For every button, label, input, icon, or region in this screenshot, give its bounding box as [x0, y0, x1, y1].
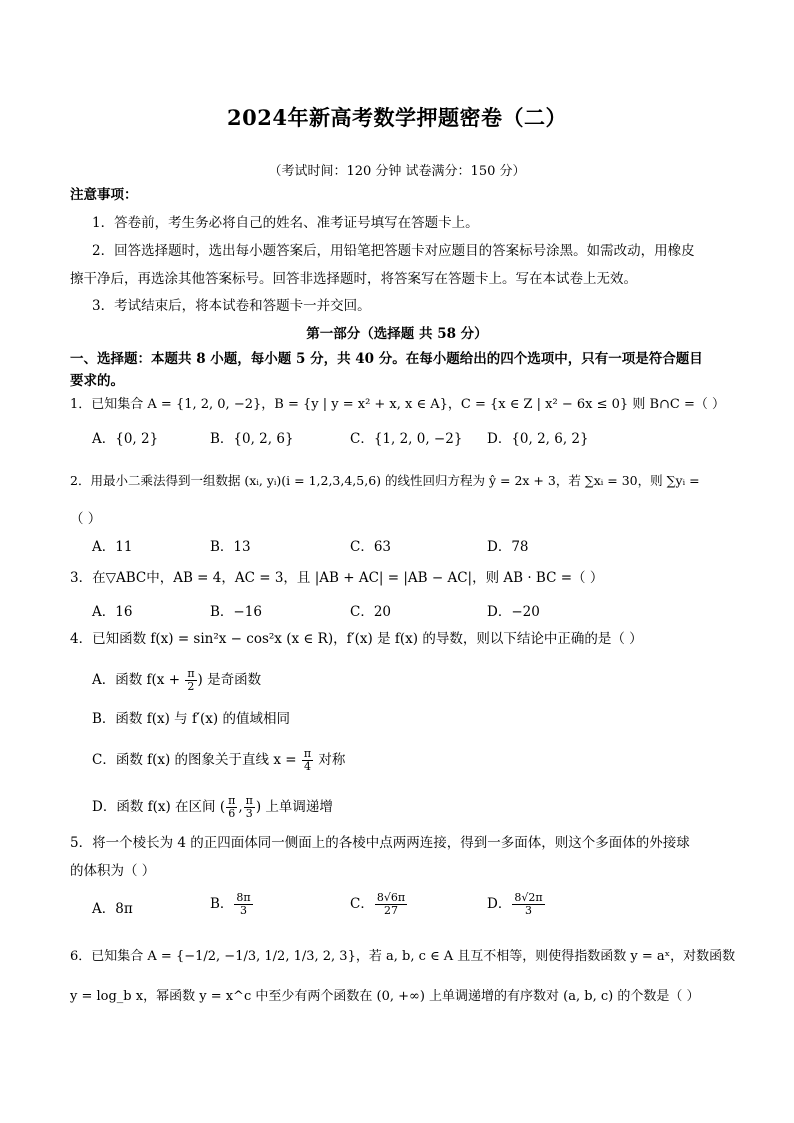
question-2-option-b: B．13	[210, 539, 251, 555]
fraction-numerator: π	[187, 667, 195, 680]
question-5-option-a: A．8π	[92, 901, 133, 917]
question-6-stem	[70, 948, 735, 966]
part-heading: 第一部分（选择题 共 58 分）	[306, 326, 488, 342]
notice-item-2-cont: 擦干净后，再选涂其他答案标号。回答非选择题时，将答案写在答题卡上。写在本试卷上无效。	[70, 271, 637, 287]
question-5-option-b	[210, 892, 254, 917]
fraction-pi-over-2	[185, 668, 196, 693]
question-3-option-a: A．16	[92, 604, 133, 620]
question-1-option-b: B．{0, 2, 6}	[210, 431, 294, 447]
question-3-option-d: D．−20	[487, 604, 540, 620]
fraction-denominator: 6	[228, 807, 236, 820]
question-3-option-b: B．−16	[210, 604, 262, 620]
fraction-denominator: 3	[240, 904, 248, 917]
fraction-denominator: 27	[383, 904, 398, 917]
question-2-option-c: C．63	[350, 539, 392, 555]
question-6-stem-post: }，若 a, b, c ∈ A 且互不相等，则使得指数函数 y = aˣ，对数函数	[347, 949, 736, 964]
interval-comma: ,	[238, 799, 243, 815]
option-a-text-post: ) 是奇函数	[197, 672, 262, 688]
question-6-stem-cont: y = log_b x，幂函数 y = x^c 中至少有两个函数在 (0, +∞) 上单调递增的有序数对 (a, b, c) 的个数是（ ）	[70, 989, 700, 1004]
notice-item-2: 2．回答选择题时，选出每小题答案后，用铅笔把答题卡对应题目的答案标号涂黑。如需改动，用橡皮	[92, 243, 695, 259]
fraction-denominator: 3	[245, 807, 253, 820]
option-c-text-post: 对称	[314, 752, 346, 768]
question-2-stem: 2．用最小二乘法得到一组数据 (xᵢ, yᵢ)(i = 1,2,3,4,5,6) 的线性回归方程为 ŷ = 2x + 3，若 ∑xᵢ = 30，则 ∑yᵢ =	[70, 473, 700, 488]
fraction-8pi-over-3	[234, 892, 252, 917]
question-4-stem: 4．已知函数 f(x) = sin²x − cos²x (x ∈ R)，f′(x) 是 f(x) 的导数，则以下结论中正确的是（ ）	[70, 631, 643, 647]
fraction-8root2pi-over-3	[512, 892, 544, 917]
section-instructions-cont: 要求的。	[70, 373, 124, 389]
question-4-option-c	[92, 748, 345, 773]
question-1-option-c: C．{1, 2, 0, −2}	[350, 431, 463, 447]
section-instructions: 一、选择题：本题共 8 小题，每小题 5 分，共 40 分。在每小题给出的四个选项中，只有一项是符合题目	[70, 351, 703, 367]
question-3-option-c: C．20	[350, 604, 392, 620]
question-2-option-a: A．11	[92, 539, 133, 555]
option-d-text-post: ) 上单调递增	[255, 799, 333, 815]
question-2-option-d: D．78	[487, 539, 529, 555]
fraction-numerator: 8π	[236, 891, 251, 904]
question-5-option-d	[487, 892, 546, 917]
question-4-option-a	[92, 668, 261, 693]
fraction-numerator: π	[303, 747, 312, 760]
question-4-option-b: B．函数 f(x) 与 f′(x) 的值域相同	[92, 711, 290, 727]
fraction-pi-over-4	[302, 748, 313, 773]
fraction-denominator: 2	[187, 680, 195, 693]
question-5-option-c	[350, 892, 408, 917]
question-1-stem: 1．已知集合 A = {1, 2, 0, −2}，B = {y | y = x² + x, x ∈ A}，C = {x ∈ Z | x² − 6x ≤ 0} 则 B∩C =（ ）	[70, 397, 725, 412]
notice-item-1: 1．答卷前，考生务必将自己的姓名、准考证号填写在答题卡上。	[92, 215, 479, 231]
fraction-numerator: 8√2π	[514, 891, 543, 904]
question-1-option-d: D．{0, 2, 6, 2}	[487, 431, 589, 447]
fraction-8root6pi-over-27	[375, 892, 407, 917]
fraction-pi-over-6	[226, 795, 237, 820]
option-label: D．	[487, 896, 512, 912]
notice-heading: 注意事项：	[70, 187, 138, 203]
question-4-option-d	[92, 795, 333, 820]
question-1-option-a: A．{0, 2}	[92, 431, 159, 447]
question-5-stem-cont: 的体积为（ ）	[70, 863, 156, 879]
notice-item-3: 3．考试结束后，将本试卷和答题卡一并交回。	[92, 298, 371, 314]
fraction-denominator: 3	[524, 904, 532, 917]
fraction-numerator: π	[228, 794, 236, 807]
fraction-numerator: 8√6π	[376, 891, 406, 904]
question-3-stem: 3．在▽ABC中，AB = 4，AC = 3，且 |AB + AC| = |AB − AC|，则 AB · BC =（ ）	[70, 570, 604, 586]
option-c-text-pre: C．函数 f(x) 的图象关于直线 x =	[92, 752, 301, 768]
fraction-denominator: 4	[303, 760, 311, 773]
fraction-numerator: π	[245, 794, 253, 807]
question-5-stem: 5．将一个棱长为 4 的正四面体同一侧面上的各棱中点两两连接，得到一多面体，则这个多面体的外接球	[70, 835, 690, 851]
page-title: 2024年新高考数学押题密卷（二）	[227, 105, 567, 130]
exam-subtitle: （考试时间：120 分钟 试卷满分：150 分）	[268, 164, 526, 179]
question-6-set: 1/2, −1/3, 1/2, 1/3, 2, 3	[195, 949, 348, 964]
option-label: C．	[350, 896, 374, 912]
question-2-blank: （ ）	[70, 511, 102, 527]
option-d-text-pre: D．函数 f(x) 在区间 (	[92, 799, 226, 815]
option-a-text-pre: A．函数 f(x +	[92, 672, 185, 688]
question-6-stem-pre: 6．已知集合 A = {−	[70, 949, 196, 964]
option-label: B．	[210, 896, 234, 912]
fraction-pi-over-3	[244, 795, 255, 820]
